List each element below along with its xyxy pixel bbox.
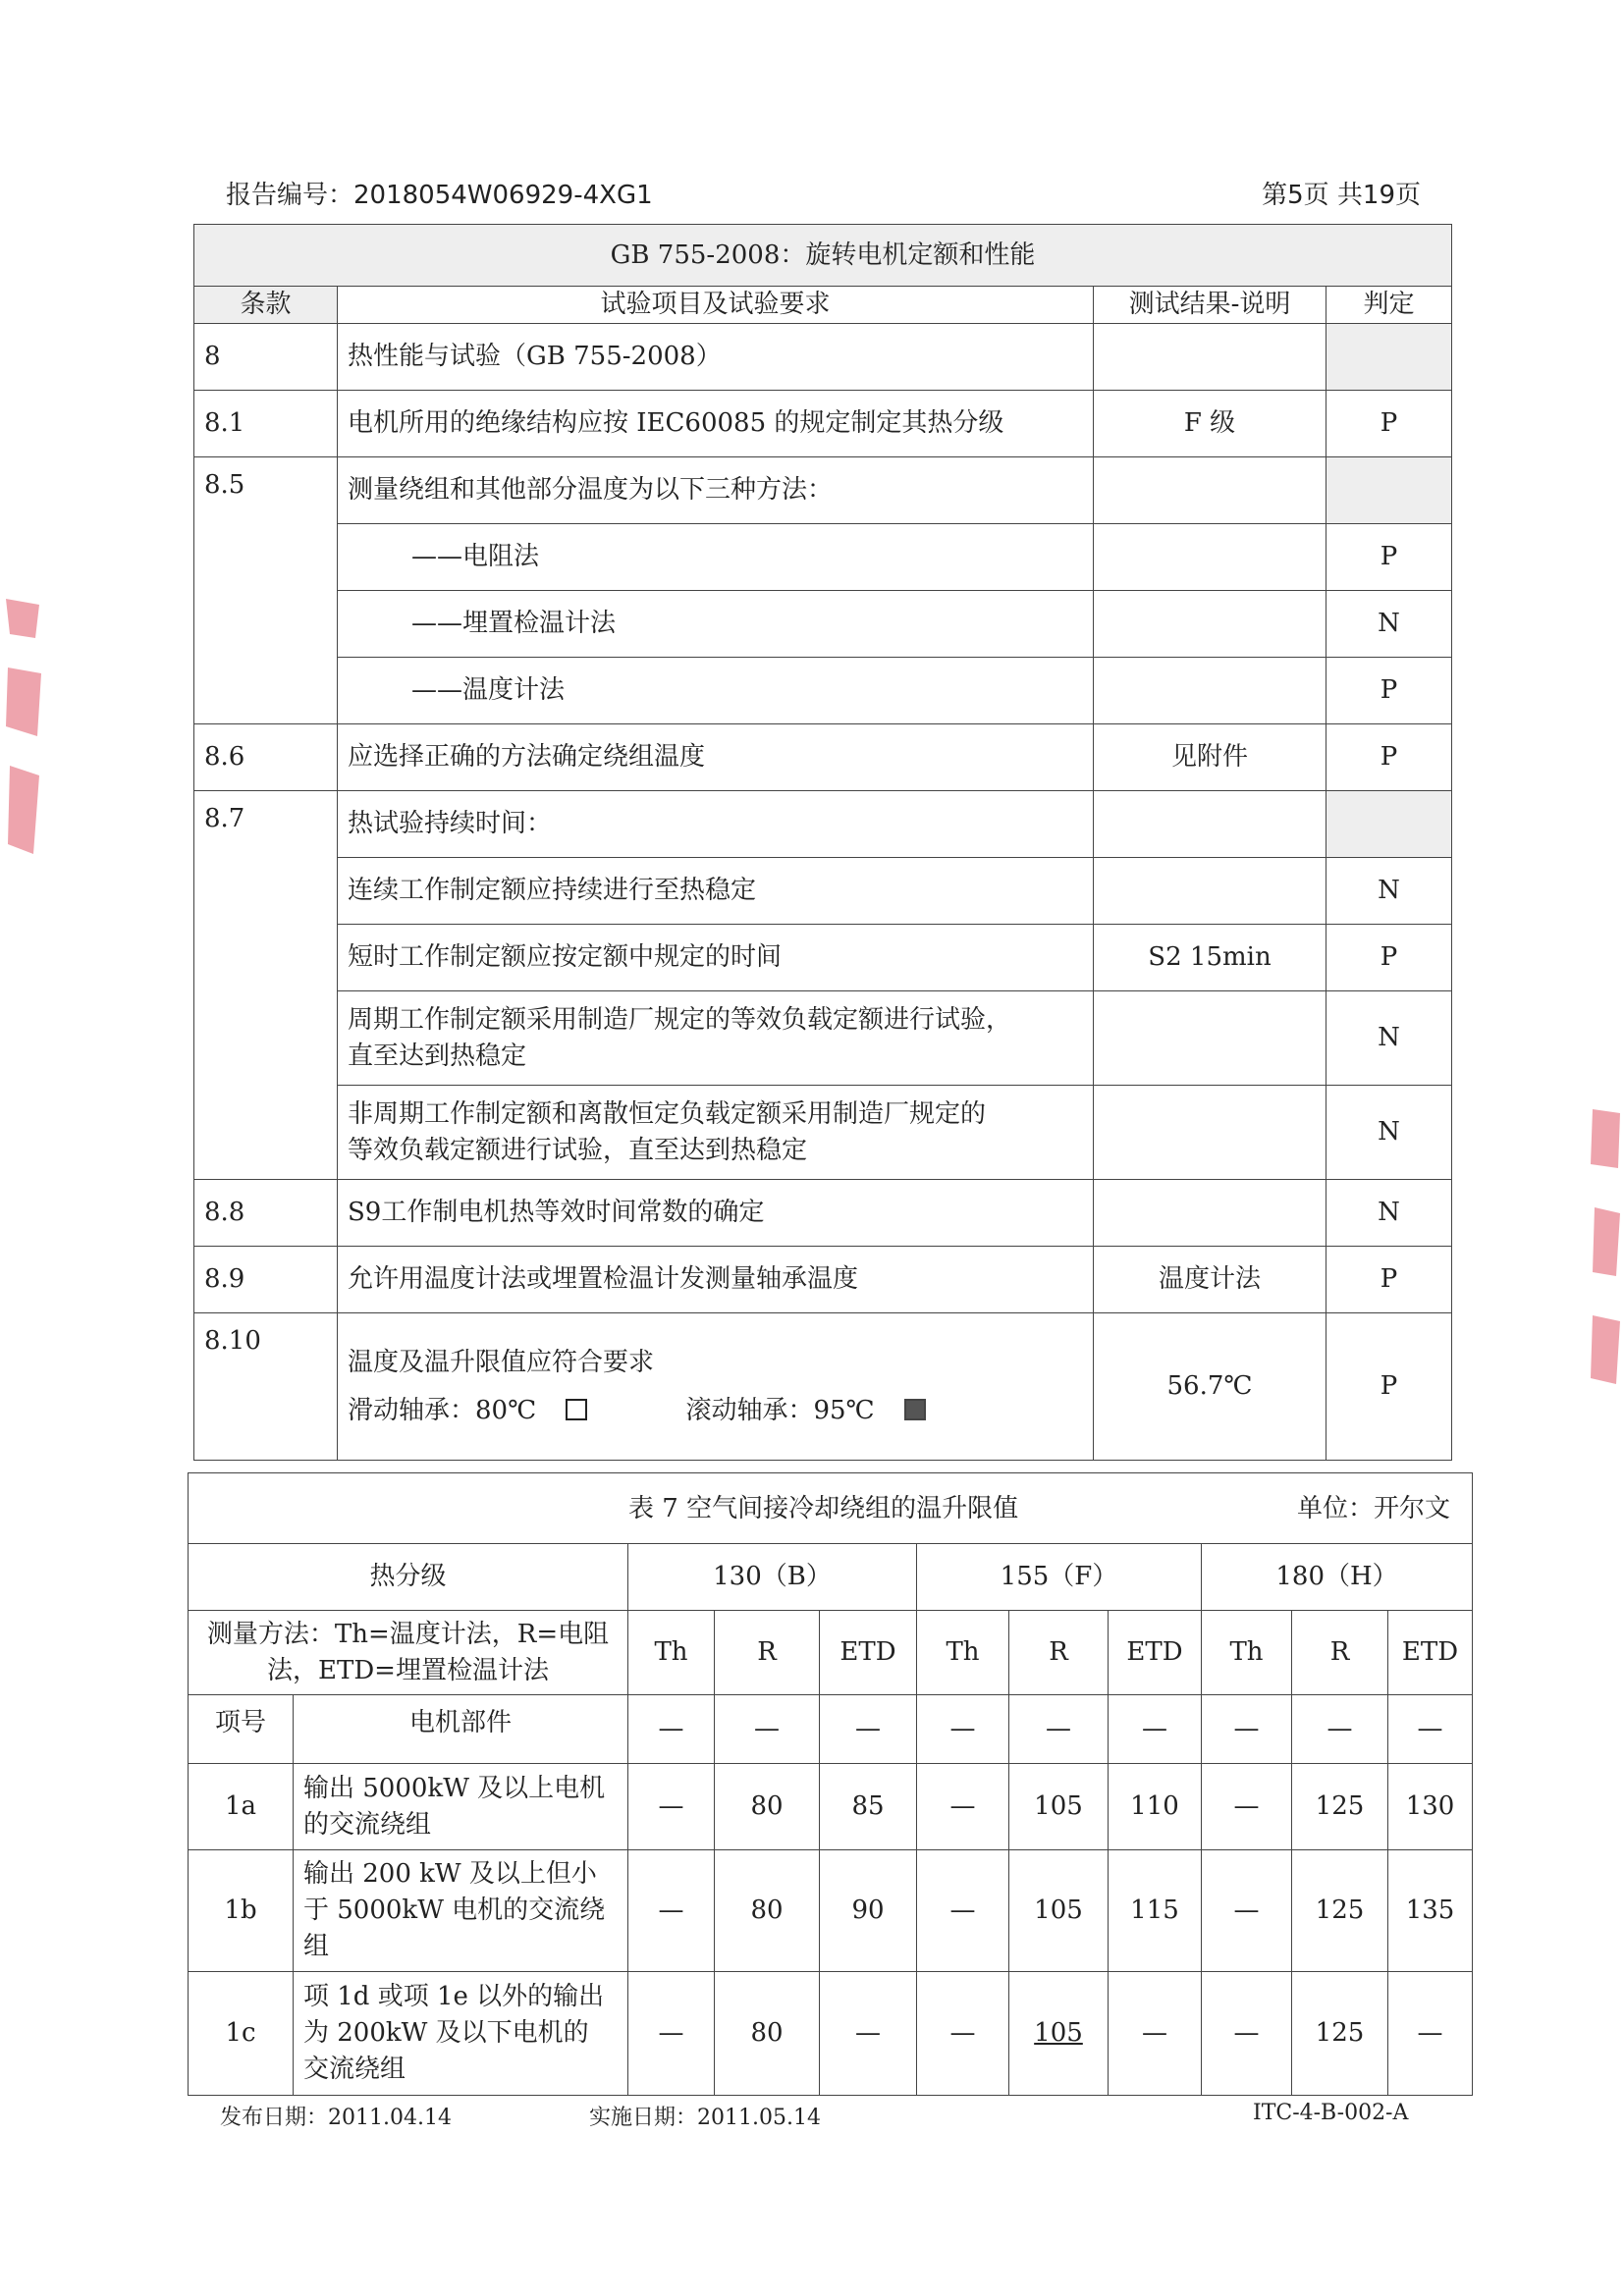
item: ——电阻法: [338, 524, 1094, 591]
table-row: [194, 991, 1452, 1086]
dash: —: [1009, 1695, 1109, 1764]
col-clause: 条款: [194, 287, 338, 324]
item-no: 1c: [189, 1972, 294, 2096]
result: [1094, 324, 1326, 391]
desc-line: 输出 5000kW 及以上电机: [303, 1773, 606, 1803]
value: 80: [715, 1764, 820, 1850]
table-row: [194, 1247, 1452, 1313]
item: [338, 1086, 1094, 1180]
dash: —: [1202, 1695, 1292, 1764]
col-verdict: 判定: [1326, 287, 1452, 324]
table-row: [194, 591, 1452, 658]
item: [338, 1313, 1094, 1461]
verdict: N: [1326, 858, 1452, 925]
value: —: [917, 1972, 1009, 2096]
dash: —: [820, 1695, 917, 1764]
result: [1094, 1086, 1326, 1180]
table7-title-cell: [189, 1473, 1473, 1544]
verdict: N: [1326, 1086, 1452, 1180]
result: [1094, 858, 1326, 925]
item-no: 1b: [189, 1850, 294, 1972]
thermal-class-row: [189, 1544, 1473, 1611]
part-desc: [294, 1972, 628, 2096]
verdict: N: [1326, 991, 1452, 1086]
page-number: 第5页 共19页: [1262, 181, 1421, 210]
part-label: 电机部件: [294, 1695, 628, 1764]
table-row: [194, 858, 1452, 925]
verdict: [1326, 324, 1452, 391]
item: 连续工作制定额应持续进行至热稳定: [338, 858, 1094, 925]
table-row: [194, 1180, 1452, 1247]
method-r: R: [1292, 1611, 1388, 1695]
value: 130: [1388, 1764, 1473, 1850]
sliding-bearing-checkbox[interactable]: [566, 1399, 587, 1420]
sliding-bearing-label: 滑动轴承：80℃: [348, 1395, 537, 1425]
result: [1094, 1180, 1326, 1247]
value: —: [1388, 1972, 1473, 2096]
item-line: 直至达到热稳定: [348, 1041, 527, 1071]
desc-line: 输出 200 kW 及以上但小: [303, 1859, 597, 1890]
clause: 8.9: [194, 1247, 338, 1313]
verdict: P: [1326, 391, 1452, 457]
seal-stamp-right: [1585, 1099, 1624, 1394]
clause: 8: [194, 324, 338, 391]
method-line: 测量方法：Th=温度计法，R=电阻: [206, 1619, 610, 1649]
method-row: [189, 1611, 1473, 1695]
result: F 级: [1094, 391, 1326, 457]
table-row: [194, 391, 1452, 457]
method-etd: ETD: [1388, 1611, 1473, 1695]
table-row: [189, 1764, 1473, 1850]
item: S9工作制电机热等效时间常数的确定: [338, 1180, 1094, 1247]
dash: —: [1292, 1695, 1388, 1764]
verdict: P: [1326, 658, 1452, 724]
col-result: 测试结果-说明: [1094, 287, 1326, 324]
item: 测量绕组和其他部分温度为以下三种方法：: [338, 457, 1094, 524]
verdict: P: [1326, 524, 1452, 591]
table-row: [194, 1313, 1452, 1461]
value: 105: [1009, 1972, 1109, 2096]
method-r: R: [715, 1611, 820, 1695]
value: —: [1202, 1972, 1292, 2096]
dash: —: [628, 1695, 715, 1764]
result: [1094, 658, 1326, 724]
item-no: 1a: [189, 1764, 294, 1850]
desc-line: 为 200kW 及以下电机的: [303, 2018, 589, 2049]
clause: 8.8: [194, 1180, 338, 1247]
method-r: R: [1009, 1611, 1109, 1695]
result: 温度计法: [1094, 1247, 1326, 1313]
value: —: [628, 1764, 715, 1850]
table7-unit: 单位：开尔文: [1297, 1494, 1451, 1523]
thermal-class-label: 热分级: [189, 1544, 628, 1611]
desc-line: 项 1d 或项 1e 以外的输出: [303, 1982, 605, 2012]
verdict: P: [1326, 1247, 1452, 1313]
value: 105: [1009, 1764, 1109, 1850]
verdict: P: [1326, 925, 1452, 991]
method-line: 法，ETD=埋置检温计法: [267, 1655, 549, 1685]
value: —: [1202, 1850, 1292, 1972]
class-b: 130（B）: [628, 1544, 917, 1611]
item-line: 温度及温升限值应符合要求: [348, 1347, 655, 1377]
verdict: P: [1326, 724, 1452, 791]
main-test-table: [193, 224, 1452, 1461]
value: —: [1109, 1972, 1202, 2096]
result: [1094, 524, 1326, 591]
value: 80: [715, 1972, 820, 2096]
value: —: [820, 1972, 917, 2096]
table-row: [194, 925, 1452, 991]
class-h: 180（H）: [1202, 1544, 1473, 1611]
table-row: [194, 724, 1452, 791]
clause: 8.6: [194, 724, 338, 791]
table7-header-row: [189, 1695, 1473, 1764]
item: ——温度计法: [338, 658, 1094, 724]
result: 56.7℃: [1094, 1313, 1326, 1461]
method-th: Th: [628, 1611, 715, 1695]
item: 允许用温度计法或埋置检温计发测量轴承温度: [338, 1247, 1094, 1313]
method-etd: ETD: [1109, 1611, 1202, 1695]
part-desc: [294, 1850, 628, 1972]
result: 见附件: [1094, 724, 1326, 791]
table-row: [194, 524, 1452, 591]
value: 125: [1292, 1972, 1388, 2096]
value: 105: [1009, 1850, 1109, 1972]
class-f: 155（F）: [917, 1544, 1202, 1611]
clause: 8.1: [194, 391, 338, 457]
dash: —: [715, 1695, 820, 1764]
item: 短时工作制定额应按定额中规定的时间: [338, 925, 1094, 991]
value: —: [917, 1850, 1009, 1972]
clause: 8.10: [194, 1313, 338, 1461]
form-code: ITC-4-B-002-A: [1253, 2101, 1409, 2125]
report-number: 报告编号：2018054W06929-4XG1: [226, 181, 653, 210]
item: 应选择正确的方法确定绕组温度: [338, 724, 1094, 791]
column-header-row: [194, 287, 1452, 324]
verdict: [1326, 457, 1452, 524]
result: [1094, 791, 1326, 858]
table-row: [194, 791, 1452, 858]
item: ——埋置检温计法: [338, 591, 1094, 658]
value: 110: [1109, 1764, 1202, 1850]
result: [1094, 591, 1326, 658]
value: 115: [1109, 1850, 1202, 1972]
value: —: [628, 1850, 715, 1972]
value: —: [917, 1764, 1009, 1850]
value: —: [1202, 1764, 1292, 1850]
table-row: [189, 1972, 1473, 2096]
publish-date: 发布日期：2011.04.14: [220, 2106, 452, 2130]
dash: —: [1388, 1695, 1473, 1764]
item-line: 非周期工作制定额和离散恒定负载定额采用制造厂规定的: [348, 1098, 987, 1129]
item-line: 周期工作制定额采用制造厂规定的等效负载定额进行试验，: [348, 1004, 1012, 1035]
clause: 8.5: [194, 457, 338, 724]
temperature-rise-table: [188, 1472, 1473, 2096]
table7-title: 表 7 空气间接冷却绕组的温升限值: [628, 1494, 1019, 1523]
value: 85: [820, 1764, 917, 1850]
table-row: [194, 1086, 1452, 1180]
table-row: [194, 457, 1452, 524]
value: 80: [715, 1850, 820, 1972]
result: [1094, 457, 1326, 524]
rolling-bearing-checkbox[interactable]: [904, 1399, 926, 1420]
col-item: 试验项目及试验要求: [338, 287, 1094, 324]
verdict: P: [1326, 1313, 1452, 1461]
dash: —: [1109, 1695, 1202, 1764]
value: 90: [820, 1850, 917, 1972]
desc-line: 于 5000kW 电机的交流绕: [303, 1896, 606, 1926]
method-th: Th: [917, 1611, 1009, 1695]
value: 125: [1292, 1850, 1388, 1972]
table-row: [189, 1850, 1473, 1972]
item: 热性能与试验（GB 755-2008）: [338, 324, 1094, 391]
desc-line: 组: [303, 1931, 330, 1961]
rolling-bearing-label: 滚动轴承：95℃: [685, 1395, 875, 1425]
table7-title-row: [189, 1473, 1473, 1544]
verdict: N: [1326, 1180, 1452, 1247]
desc-line: 的交流绕组: [303, 1809, 432, 1840]
clause: 8.7: [194, 791, 338, 1180]
value: —: [628, 1972, 715, 2096]
desc-line: 交流绕组: [303, 2054, 406, 2084]
table-title: GB 755-2008：旋转电机定额和性能: [194, 225, 1452, 287]
result: S2 15min: [1094, 925, 1326, 991]
verdict: [1326, 791, 1452, 858]
table-title-row: [194, 225, 1452, 287]
part-desc: [294, 1764, 628, 1850]
implement-date: 实施日期：2011.05.14: [589, 2106, 821, 2130]
verdict: N: [1326, 591, 1452, 658]
item: 热试验持续时间：: [338, 791, 1094, 858]
value: 135: [1388, 1850, 1473, 1972]
value: 125: [1292, 1764, 1388, 1850]
table-row: [194, 324, 1452, 391]
method-etd: ETD: [820, 1611, 917, 1695]
result: [1094, 991, 1326, 1086]
item-line: 等效负载定额进行试验，直至达到热稳定: [348, 1135, 808, 1165]
method-label: [189, 1611, 628, 1695]
dash: —: [917, 1695, 1009, 1764]
seal-stamp-left: [0, 579, 45, 874]
method-th: Th: [1202, 1611, 1292, 1695]
bearing-line: [348, 1393, 1083, 1429]
table-row: [194, 658, 1452, 724]
item: [338, 991, 1094, 1086]
item-no-label: 项号: [189, 1695, 294, 1764]
item: 电机所用的绝缘结构应按 IEC60085 的规定制定其热分级: [338, 391, 1094, 457]
